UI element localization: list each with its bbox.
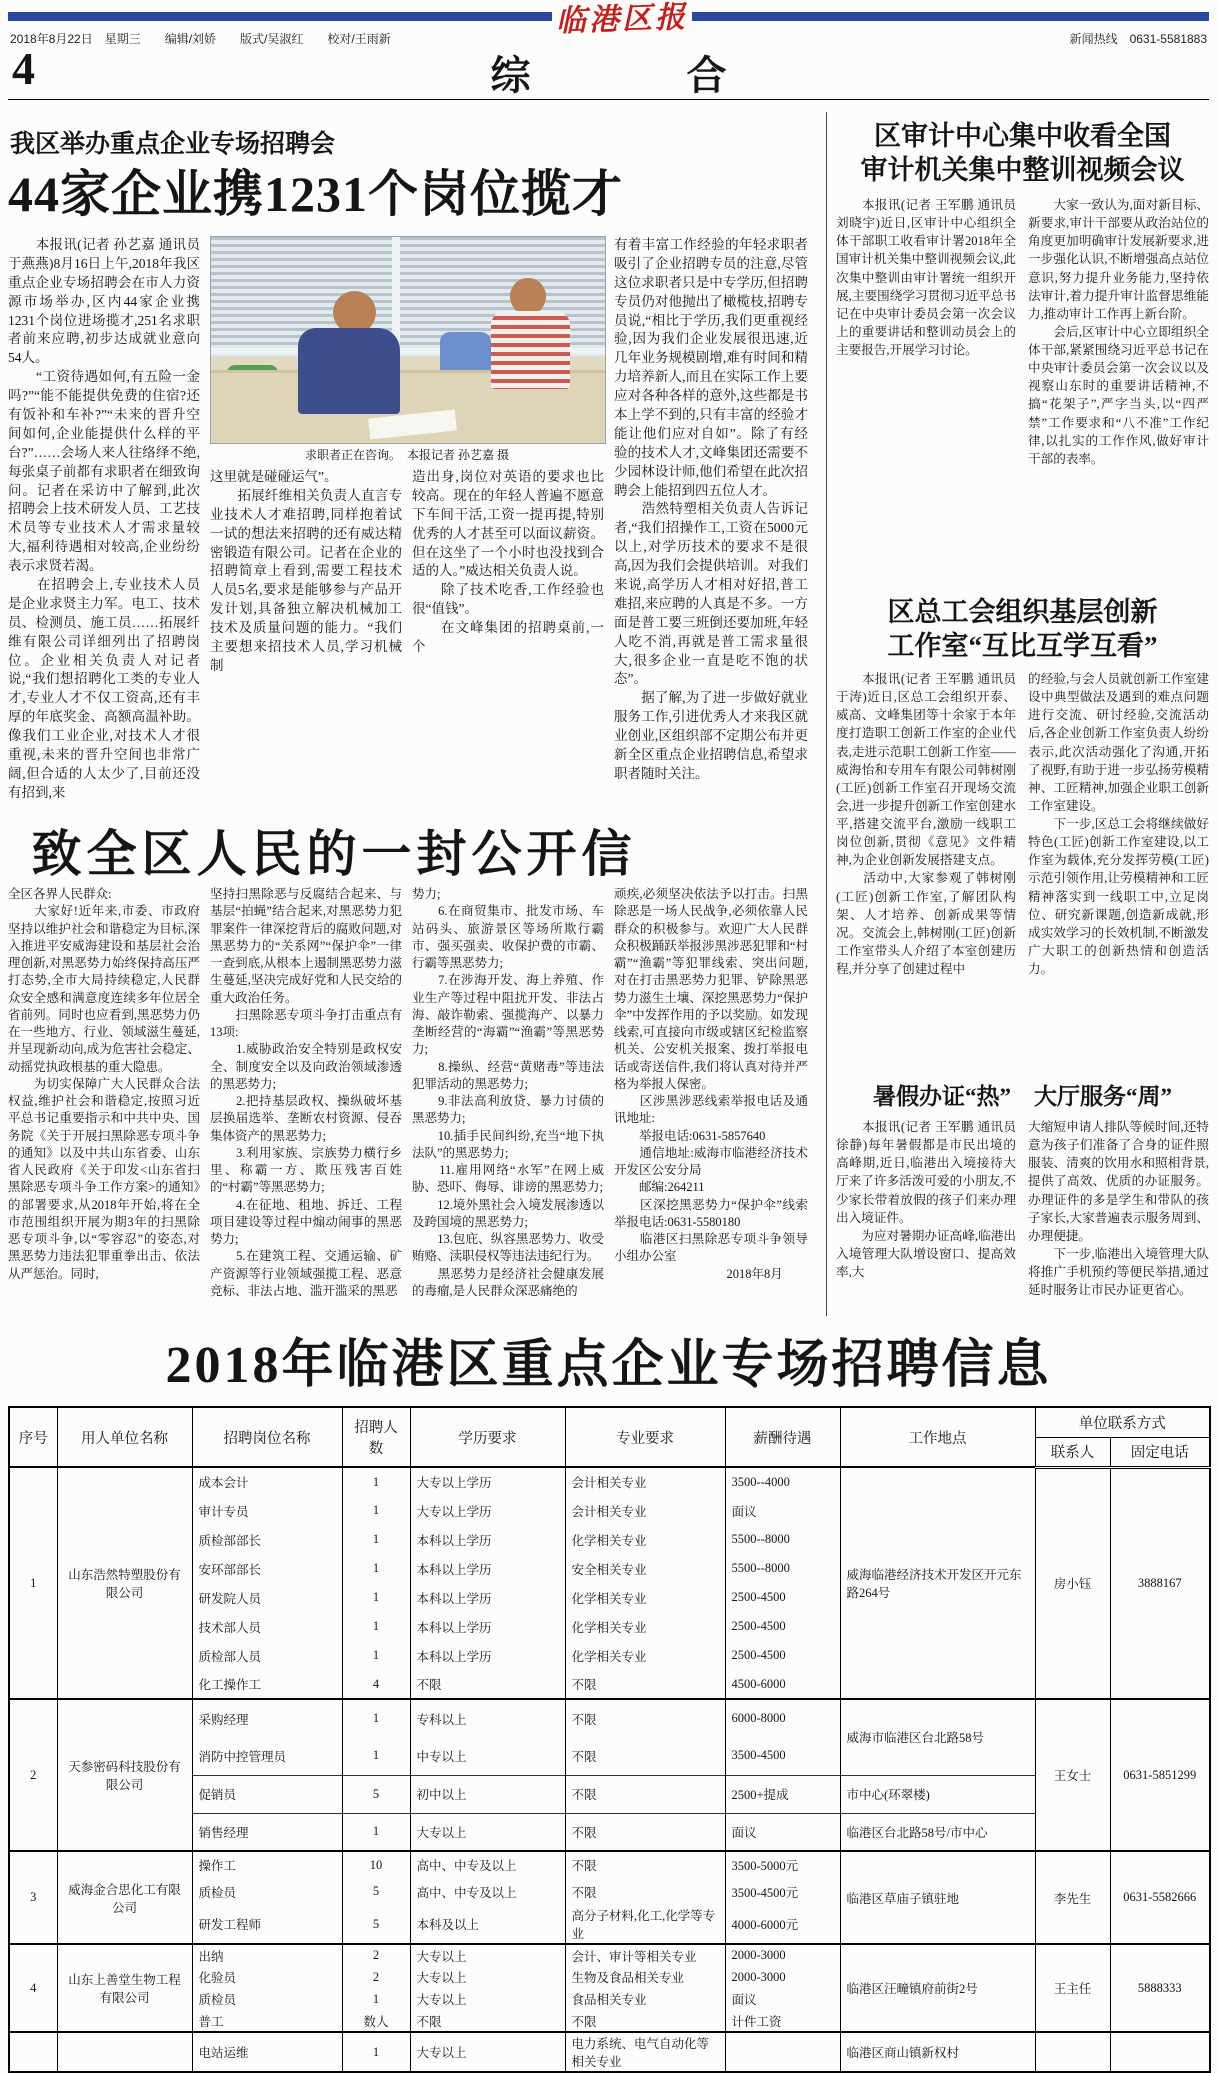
table-cell: 研发工程师 bbox=[192, 1905, 342, 1944]
article-column bbox=[614, 236, 808, 804]
paragraph: 拓展纤维相关负责人直言专业技术人才难招聘,同样抱着试一试的想法来招聘的还有威达精密锻造有限公司。记者在企业的招聘简章上看到,需要工程技术人员5名,要求是能够参与产品开发计划,具备独立解决机械加工技术及质量问题的能力。“我们主要想来招技术人员,学习机械制 bbox=[210, 487, 402, 673]
table-cell: 1 bbox=[342, 1641, 410, 1670]
table-cell: 1 bbox=[342, 1737, 410, 1775]
table-cell: 3500-4500元 bbox=[725, 1878, 840, 1905]
paragraph: 的经验,与会人员就创新工作室建设中典型做法及遇到的难点问题进行交流、研讨经验,交流活动后,各企业创新工作室负责人纷纷表示,此次活动强化了沟通,开拓了视野,有助于进一步弘扬劳模精神、工匠精神,加强企业职工创新工作室建设。 bbox=[1028, 672, 1209, 813]
paragraph: 本报讯(记者 孙艺嘉 通讯员 于燕燕)8月16日上午,2018年我区重点企业专场招聘会在市人力资源市场举办,区内44家企业携1231个岗位进场揽才,251名求职者前来应聘,初步达成就业意向54人。 bbox=[8, 237, 200, 366]
col-header-salary: 薪酬待遇 bbox=[725, 1407, 840, 1467]
table-cell: 临港区台北路58号/市中心 bbox=[840, 1813, 1035, 1851]
table-cell: 大专以上学历 bbox=[410, 1496, 565, 1525]
table-cell: 1 bbox=[342, 1699, 410, 1737]
sidebar-article-2-headline bbox=[836, 596, 1209, 664]
table-cell: 威海市临港区台北路58号 bbox=[840, 1699, 1035, 1775]
table-cell: 5 bbox=[342, 1905, 410, 1944]
table-cell: 审计专员 bbox=[192, 1496, 342, 1525]
paragraph: 为切实保障广大人民群众合法权益,维护社会和谐稳定,按照习近平总书记重要指示和中共中央、国务院《关于开展扫黑除恶专项斗争的通知》以及中共山东省委、山东省人民政府《关于印发<山东省扫黑除恶专项斗争工作方案>的通知》的部署要求,从2018年开始,将在全市范围组织开展为期3年的扫黑除恶专项斗争,以“零容忍”的姿态,对黑恶势力违法犯罪重拳出击、依法从严惩治。同时, bbox=[8, 1076, 200, 1281]
table-cell: 不限 bbox=[565, 1851, 725, 1878]
table-cell: 食品相关专业 bbox=[565, 1988, 725, 2010]
table-cell: 大专以上 bbox=[410, 1813, 565, 1851]
paragraph: 黑恶势力是经济社会健康发展的毒瘤,是人民群众深恶痛绝的 bbox=[412, 1266, 604, 1298]
col-header-education: 学历要求 bbox=[410, 1407, 565, 1467]
paragraph: 10.插手民间纠纷,充当“地下执法队”的黑恶势力; bbox=[412, 1128, 604, 1160]
table-cell: 本科以上学历 bbox=[410, 1612, 565, 1641]
col-header-major: 专业要求 bbox=[565, 1407, 725, 1467]
paragraph: 为应对暑期办证高峰,临港出入境管理大队增设窗口、提高效率,大 bbox=[836, 1228, 1016, 1279]
table-cell: 王女士 bbox=[1035, 1699, 1110, 1851]
table-cell: 5888333 bbox=[1110, 1944, 1210, 2032]
table-cell: 电力系统、电气自动化等相关专业 bbox=[565, 2032, 725, 2072]
header-rule bbox=[8, 99, 1209, 100]
photo-person-left bbox=[298, 328, 400, 415]
table-cell: 不限 bbox=[565, 1775, 725, 1813]
paragraph: 区深挖黑恶势力“保护伞”线索举报电话:0631-5580180 bbox=[614, 1197, 808, 1229]
table-cell: 5500--8000 bbox=[725, 1525, 840, 1554]
col-header-contact: 联系人 bbox=[1035, 1437, 1110, 1467]
table-cell: 临港区草庙子镇驻地 bbox=[840, 1851, 1035, 1944]
col-header-contact-group: 单位联系方式 bbox=[1035, 1407, 1210, 1437]
table-cell: 1 bbox=[342, 1583, 410, 1612]
table-cell: 会计、审计等相关专业 bbox=[565, 1944, 725, 1966]
table-cell: 化学相关专业 bbox=[565, 1583, 725, 1612]
table-cell: 质检员 bbox=[192, 1878, 342, 1905]
table-cell: 高中、中专及以上 bbox=[410, 1851, 565, 1878]
paragraph: 下一步,临港出入境管理大队将推广手机预约等便民举措,通过延时服务让市民办证更省心。 bbox=[1028, 1246, 1209, 1298]
paragraph: 全区各界人民群众: bbox=[8, 887, 112, 901]
table-cell: 本科以上学历 bbox=[410, 1554, 565, 1583]
table-cell: 不限 bbox=[410, 1670, 565, 1699]
table-cell: 中专以上 bbox=[410, 1737, 565, 1775]
headline-line: 工作室“互比互学互看” bbox=[887, 630, 1158, 661]
photo-person-right bbox=[491, 311, 570, 389]
table-cell: 大专以上 bbox=[410, 1988, 565, 2010]
paragraph: 会后,区审计中心立即组织全体干部,紧紧围绕习近平总书记在中央审计委员会第一次会议以及视察山东时的重要讲话精神,不搞“花架子”,严字当头,以“四严禁”工作要求和“八不准”工作纪律,以扎实的工作作风,做好审计干部的表率。 bbox=[1028, 324, 1209, 466]
table-cell: 普工 bbox=[192, 2010, 342, 2032]
table-cell: 初中以上 bbox=[410, 1775, 565, 1813]
paragraph: 区涉黑涉恶线索举报电话及通讯地址: bbox=[614, 1094, 808, 1126]
table-cell: 5 bbox=[342, 1878, 410, 1905]
table-cell: 专科以上 bbox=[410, 1699, 565, 1737]
table-cell: 电站运维 bbox=[192, 2032, 342, 2072]
letter-column bbox=[614, 886, 808, 1314]
headline-line: 审计机关集中整训视频会议 bbox=[860, 154, 1185, 185]
paragraph: 12.境外黑社会入境发展渗透以及跨国境的黑恶势力; bbox=[412, 1197, 604, 1229]
jobs-table-title: 2018年临港区重点企业专场招聘信息 bbox=[165, 1337, 1052, 1394]
col-header-no: 序号 bbox=[9, 1407, 57, 1467]
table-cell: 2500+提成 bbox=[725, 1775, 840, 1813]
table-cell: 2 bbox=[342, 1966, 410, 1988]
paragraph: 2018年8月 bbox=[614, 1266, 783, 1281]
table-cell: 本科以上学历 bbox=[410, 1525, 565, 1554]
paragraph: 3.利用家族、宗族势力横行乡里、称霸一方、欺压残害百姓的“村霸”等黑恶势力; bbox=[210, 1145, 402, 1195]
table-cell: 2000-3000 bbox=[725, 1966, 840, 1988]
paragraph: 临港区扫黑除恶专项斗争领导小组办公室 bbox=[614, 1232, 808, 1264]
table-cell: 本科以上学历 bbox=[410, 1641, 565, 1670]
table-cell: 化学相关专业 bbox=[565, 1641, 725, 1670]
paragraph: 活动中,大家参观了韩树刚(工匠)创新工作室,了解团队构架、人才培养、创新成果等情况。交流会上,韩树刚(工匠)创新工作室带头人介绍了本室创建历程,并分享了创建过程中 bbox=[836, 871, 1016, 976]
photo-person-right-head bbox=[510, 278, 545, 315]
table-cell: 4 bbox=[9, 1944, 57, 2032]
paragraph: 势力; bbox=[412, 887, 441, 901]
table-cell: 山东浩然特塑股份有限公司 bbox=[57, 1467, 192, 1699]
table-cell: 会计相关专业 bbox=[565, 1496, 725, 1525]
table-cell: 3500-4500 bbox=[725, 1737, 840, 1775]
hotline: 新闻热线 0631-5581883 bbox=[1069, 32, 1207, 46]
paragraph: 11.雇用网络“水军”在网上威胁、恐吓、侮辱、诽谤的黑恶势力; bbox=[412, 1163, 604, 1195]
table-cell: 3 bbox=[9, 1851, 57, 1944]
table-cell: 会计相关专业 bbox=[565, 1467, 725, 1496]
table-cell: 化学相关专业 bbox=[565, 1612, 725, 1641]
table-cell: 2 bbox=[342, 1944, 410, 1966]
table-cell: 数人 bbox=[342, 2010, 410, 2032]
table-cell: 不限 bbox=[565, 1878, 725, 1905]
main-headline: 44家企业携1231个岗位揽才 bbox=[8, 166, 623, 222]
table-cell: 1 bbox=[342, 2032, 410, 2072]
headline-line: 区总工会组织基层创新 bbox=[887, 597, 1158, 627]
table-cell: 1 bbox=[9, 1467, 57, 1699]
paragraph: 在招聘会上,专业技术人员是企业求贤主力军。电工、技术员、检测员、施工员……拓展纤维有限公司详细列出了招聘岗位。企业相关负责人对记者说,“我们想招聘化工类的专业人才,专业人才不仅工资高,还有丰厚的年底奖金、高额高温补助。像我们工业企业,对技术人才很重视,未来的晋升空间也非常广阔,但合适的人太少了,目前还没有招到,来 bbox=[8, 577, 200, 800]
table-cell: 大专以上学历 bbox=[410, 1467, 565, 1496]
table-cell: 6000-8000 bbox=[725, 1699, 840, 1737]
news-photo bbox=[210, 236, 606, 444]
paragraph: 本报讯(记者 王军鹏 通讯员 刘晓宇)近日,区审计中心组织全体干部职工收看审计署2018年全国审计机关集中整训视频会议,此次集中整训由审计署统一组织开展,主要围绕学习贯彻习近平总书记在中央审计委员会第一次会议上的重要讲话和整训动员会上的主要报告,开展学习讨论。 bbox=[836, 198, 1016, 357]
paragraph: 有着丰富工作经验的年轻求职者吸引了企业招聘专员的注意,尽管这位求职者只是中专学历,但招聘专员仍对他抛出了橄榄枝,招聘专员说,“相比于学历,我们更重视经验,因为我们企业发展很迅速,近几年业务规模剧增,难有时间和精力培养新人,而且在实际工作上要应对各种各样的意外,这些都是书本上学不到的,只有丰富的经验才能让他们应对自如”。除了有经验的技术人才,文峰集团还需要不少园林设计师,他们希望在此次招聘会上能招到四五位人才。 bbox=[614, 237, 808, 498]
col-header-company: 用人单位名称 bbox=[57, 1407, 192, 1467]
table-cell: 3888167 bbox=[1110, 1467, 1210, 1699]
table-cell: 威海临港经济技术开发区开元东路264号 bbox=[840, 1467, 1035, 1699]
paragraph: 举报电话:0631-5857640 bbox=[614, 1128, 766, 1143]
jobs-table bbox=[8, 1406, 1211, 2073]
table-cell: 安全相关专业 bbox=[565, 1554, 725, 1583]
paragraph: 1.威胁政治安全特别是政权安全、制度安全以及向政治领域渗透的黑恶势力; bbox=[210, 1042, 402, 1091]
paragraph: 6.在商贸集市、批发市场、车站码头、旅游景区等场所欺行霸市、强买强卖、收保护费的市霸、行霸等黑恶势力; bbox=[412, 904, 604, 970]
page-number: 4 bbox=[12, 43, 35, 94]
article-column bbox=[412, 468, 604, 804]
paragraph: 这里就是碰碰运气”。 bbox=[210, 469, 338, 484]
paragraph: 本报讯(记者 王军鹏 通讯员 于涛)近日,区总工会组织开泰、威高、文峰集团等十余家于本年度打造职工创新工作室的企业代表,走进示范职工创新工作室——威海怡和专用车有限公司韩树刚(工匠)创新工作室召开现场交流会,进一步提升创新工作室创建水平,搭建交流平台,激励一线职工岗位创新,贯彻《意见》文件精神,为企业创新发展搭建支点。 bbox=[836, 672, 1016, 868]
paragraph: 扫黑除恶专项斗争打击重点有13项: bbox=[210, 1007, 402, 1039]
table-cell: 大专以上 bbox=[410, 1944, 565, 1966]
table-cell: 0631-5851299 bbox=[1110, 1699, 1210, 1851]
table-cell: 不限 bbox=[565, 1737, 725, 1775]
table-cell: 0631-5582666 bbox=[1110, 1851, 1210, 1944]
table-cell: 质检员 bbox=[192, 1988, 342, 2010]
table-cell: 3500-5000元 bbox=[725, 1851, 840, 1878]
paragraph: 造出身,岗位对英语的要求也比较高。现在的年轻人普遍不愿意下车间干活,工资一提再提,特别优秀的人才甚至可以面议薪资。但在这坐了一个小时也没找到合适的人。”威达相关负责人说。 bbox=[412, 469, 604, 579]
table-cell: 1 bbox=[342, 1525, 410, 1554]
table-row bbox=[9, 1944, 1210, 1966]
table-cell bbox=[9, 2032, 57, 2072]
sidebar-column bbox=[1028, 1118, 1209, 1316]
table-cell: 成本会计 bbox=[192, 1467, 342, 1496]
col-header-phone: 固定电话 bbox=[1110, 1437, 1210, 1467]
table-cell: 技术部人员 bbox=[192, 1612, 342, 1641]
table-cell: 王主任 bbox=[1035, 1944, 1110, 2032]
table-cell: 山东上善堂生物工程有限公司 bbox=[57, 1944, 192, 2032]
table-cell: 2500-4500 bbox=[725, 1641, 840, 1670]
article-column bbox=[8, 236, 200, 804]
table-cell: 不限 bbox=[410, 2010, 565, 2032]
table-row bbox=[9, 2032, 1210, 2072]
paragraph: 浩然特塑相关负责人告诉记者,“我们招操作工,工资在5000元以上,对学历技术的要求不是很高,因为我们会提供培训。对我们来说,高学历人才相对好招,普工难招,来应聘的人真是不多。一方面是普工要三班倒还要加班,年轻人吃不消,再就是普工需求量很大,很多企业一直是吃不饱的状态”。 bbox=[614, 501, 808, 687]
sidebar-column bbox=[836, 196, 1016, 526]
table-cell: 本科及以上 bbox=[410, 1905, 565, 1944]
paragraph: 7.在涉海开发、海上养殖、作业生产等过程中阻扰开发、非法占海、敲诈勒索、强揽海产、以暴力垄断经营的“海霸”“渔霸”等黑恶势力; bbox=[412, 973, 604, 1057]
table-cell: 计件工资 bbox=[725, 2010, 840, 2032]
sidebar-article-3-headline: 暑假办证“热” 大厅服务“周” bbox=[873, 1084, 1172, 1109]
section-title: 综 合 bbox=[490, 54, 785, 98]
date-line: 2018年8月22日 星期三 编辑/刘娇 版式/吴淑红 校对/王雨新 bbox=[10, 32, 391, 46]
paragraph: 除了技术吃香,工作经验也很“值钱”。 bbox=[412, 582, 604, 617]
table-cell: 1 bbox=[342, 1813, 410, 1851]
col-header-position: 招聘岗位名称 bbox=[192, 1407, 342, 1467]
paragraph: 4.在征地、租地、拆迁、工程项目建设等过程中煽动闹事的黑恶势力; bbox=[210, 1197, 402, 1246]
photo-caption: 求职者正在咨询。 本报记者 孙艺嘉 摄 bbox=[304, 448, 509, 462]
table-cell: 4 bbox=[342, 1670, 410, 1699]
table-cell: 大专以上 bbox=[410, 1966, 565, 1988]
table-row bbox=[9, 1851, 1210, 1878]
paragraph: 下一步,区总工会将继续做好特色(工匠)创新工作室建设,以工作室为载体,充分发挥劳模(工匠)示范引领作用,让劳模精神和工匠精神落实到一线职工中,立足岗位、研究新课题,创造新成就,形成实效学习的长效机制,不断激发广大职工的创新热情和创造活力。 bbox=[1028, 817, 1209, 976]
article-column bbox=[210, 468, 402, 804]
paragraph: 大家一致认为,面对新目标、新要求,审计干部要从政治站位的角度更加明确审计发展新要求,进一步强化认识,不断增强高点站位意识,努力提升业务能力,坚持依法审计,着力提升审计监督思维能力,推动审计工作再上新台阶。 bbox=[1028, 198, 1209, 321]
table-row bbox=[9, 1467, 1210, 1496]
table-cell: 采购经理 bbox=[192, 1699, 342, 1737]
table-cell: 4500-6000 bbox=[725, 1670, 840, 1699]
paragraph: 据了解,为了进一步做好就业服务工作,引进优秀人才来我区就业创业,区组织部不定期公布并更新全区重点企业招聘信息,希望求职者随时关注。 bbox=[614, 690, 808, 781]
headline-line: 区审计中心集中收看全国 bbox=[874, 121, 1171, 151]
column-divider bbox=[826, 112, 827, 1316]
table-cell: 研发院人员 bbox=[192, 1583, 342, 1612]
col-header-location: 工作地点 bbox=[840, 1407, 1035, 1467]
table-cell: 化学相关专业 bbox=[565, 1525, 725, 1554]
jobs-table-wrap bbox=[8, 1406, 1211, 2073]
table-cell: 高中、中专及以上 bbox=[410, 1878, 565, 1905]
table-cell: 1 bbox=[342, 1612, 410, 1641]
table-cell bbox=[57, 2032, 192, 2072]
paragraph: 通信地址:威海市临港经济技术开发区公安分局 bbox=[614, 1145, 808, 1177]
table-cell: 5500--8000 bbox=[725, 1554, 840, 1583]
letter-headline: 致全区人民的一封公开信 bbox=[31, 826, 637, 882]
paragraph: 大家好!近年来,市委、市政府坚持以维护社会和谐稳定为目标,深入推进平安威海建设和基层社会治理创新,对黑恶势力始终保持高压严打态势,全市大局持续稳定,人民群众安全感和满意度连续多年位居全省前列。同时也应看到,黑恶势力仍在一些地方、行业、领域滋生蔓延,并呈现新动向,成为危害社会稳定、动摇党执政根基的重大隐患。 bbox=[8, 904, 200, 1074]
table-cell: 李先生 bbox=[1035, 1851, 1110, 1944]
paragraph: 13.包庇、纵容黑恶势力、收受贿赂、渎职侵权等违法违纪行为。 bbox=[412, 1232, 604, 1264]
table-cell: 消防中控管理员 bbox=[192, 1737, 342, 1775]
table-cell: 1 bbox=[342, 1496, 410, 1525]
table-cell: 10 bbox=[342, 1851, 410, 1878]
table-cell bbox=[1110, 2032, 1210, 2072]
table-cell: 2000-3000 bbox=[725, 1944, 840, 1966]
sidebar-article-1-headline bbox=[836, 120, 1209, 188]
table-cell: 质检部人员 bbox=[192, 1641, 342, 1670]
paragraph: 5.在建筑工程、交通运输、矿产资源等行业领域强揽工程、恶意竞标、非法占地、滥开滥采的黑恶 bbox=[210, 1249, 402, 1298]
table-cell: 1 bbox=[342, 1554, 410, 1583]
table-cell: 本科以上学历 bbox=[410, 1583, 565, 1612]
table-cell: 大专以上 bbox=[410, 2032, 565, 2072]
table-cell: 面议 bbox=[725, 1496, 840, 1525]
sidebar-column bbox=[1028, 196, 1209, 526]
table-cell: 1 bbox=[342, 1988, 410, 2010]
table-cell: 房小钰 bbox=[1035, 1467, 1110, 1699]
table-cell: 3500--4000 bbox=[725, 1467, 840, 1496]
table-cell: 化验员 bbox=[192, 1966, 342, 1988]
sidebar-column bbox=[836, 670, 1016, 1062]
table-cell: 5 bbox=[342, 1775, 410, 1813]
table-cell: 4000-6000元 bbox=[725, 1905, 840, 1944]
table-cell: 高分子材料,化工,化学等专业 bbox=[565, 1905, 725, 1944]
table-cell: 临港区商山镇新权村 bbox=[840, 2032, 1035, 2072]
table-cell: 不限 bbox=[565, 2010, 725, 2032]
table-cell: 质检部部长 bbox=[192, 1525, 342, 1554]
paragraph: 8.操纵、经营“黄赌毒”等违法犯罪活动的黑恶势力; bbox=[412, 1059, 604, 1091]
table-cell: 不限 bbox=[565, 1813, 725, 1851]
table-row bbox=[9, 1699, 1210, 1737]
letter-column bbox=[412, 886, 604, 1314]
letter-column bbox=[8, 886, 200, 1314]
table-cell: 促销员 bbox=[192, 1775, 342, 1813]
table-cell: 天参密码科技股份有限公司 bbox=[57, 1699, 192, 1851]
paragraph: 2.把持基层政权、操纵破坏基层换届选举、垄断农村资源、侵吞集体资产的黑恶势力; bbox=[210, 1094, 402, 1143]
table-cell: 2 bbox=[9, 1699, 57, 1851]
table-cell: 2500-4500 bbox=[725, 1612, 840, 1641]
paragraph: 大缩短申请人排队等候时间,还特意为孩子们准备了合身的证件照服装、清爽的饮用水和照相背景,提供了高效、优质的办证服务。办理证件的多是学生和带队的孩子家长,大家普遍表示服务周到、办理便捷。 bbox=[1028, 1120, 1209, 1243]
table-cell: 面议 bbox=[725, 1988, 840, 2010]
sidebar-column bbox=[1028, 670, 1209, 1062]
table-cell bbox=[1035, 2032, 1110, 2072]
paragraph: 坚持扫黑除恶与反腐结合起来、与基层“拍蝇”结合起来,对黑恶势力犯罪案件一律深挖背后的腐败问题,对黑恶势力的“关系网”“保护伞”一律一查到底,从根本上遏制黑恶势力滋生蔓延,坚决完成好党和人民交给的重大政治任务。 bbox=[210, 887, 402, 1005]
table-cell: 化工操作工 bbox=[192, 1670, 342, 1699]
table-cell: 2500-4500 bbox=[725, 1583, 840, 1612]
paragraph: 顽疾,必须坚决依法予以打击。扫黑除恶是一场人民战争,必须依靠人民群众的积极参与。欢迎广大人民群众积极踊跃举报涉黑涉恶犯罪和“村霸”“渔霸”等犯罪线索、突出问题,对在打击黑恶势力犯罪、铲除黑恶势力滋生土壤、深挖黑恶势力“保护伞”中发挥作用的予以奖励。如发现线索,可直接向市级或辖区纪检监察机关、公安机关报案、拨打举报电话或寄送信件,我们将认真对待并严格为举报人保密。 bbox=[614, 887, 808, 1091]
table-cell: 不限 bbox=[565, 1699, 725, 1737]
col-header-count: 招聘人数 bbox=[342, 1407, 410, 1467]
paragraph: 邮编:264211 bbox=[614, 1180, 705, 1195]
table-cell: 生物及食品相关专业 bbox=[565, 1966, 725, 1988]
table-cell: 不限 bbox=[565, 1670, 725, 1699]
paragraph: 在文峰集团的招聘桌前,一个 bbox=[412, 620, 604, 655]
table-cell: 安环部部长 bbox=[192, 1554, 342, 1583]
table-cell: 临港区汪疃镇府前街2号 bbox=[840, 1944, 1035, 2032]
paragraph: 本报讯(记者 王军鹏 通讯员 徐静)每年暑假都是市民出境的高峰期,近日,临港出入境接待大厅来了许多活泼可爱的小朋友,不少家长带着放假的孩子们来办理出入境证件。 bbox=[836, 1120, 1016, 1225]
table-cell: 出纳 bbox=[192, 1944, 342, 1966]
letter-column bbox=[210, 886, 402, 1314]
paragraph: 9.非法高利放贷、暴力讨债的黑恶势力; bbox=[412, 1094, 604, 1126]
sidebar-column bbox=[836, 1118, 1016, 1316]
table-cell bbox=[725, 2032, 840, 2072]
paragraph: “工资待遇如何,有五险一金吗?”“能不能提供免费的住宿?还有饭补和车补?”“未来的晋升空间如何,企业能提供什么样的平台?”……会场人来人往络绎不绝,每张桌子前都有求职者在细致询问。记者在采访中了解到,此次招聘会上技术研发人员、工艺技术员等专业技术人才需求量较大,福利待遇相对较高,企业纷纷表示求贤若渴。 bbox=[8, 369, 200, 574]
masthead-logo-box bbox=[552, 0, 692, 40]
masthead-logo: 临港区报 bbox=[555, 0, 689, 39]
table-cell: 面议 bbox=[725, 1813, 840, 1851]
table-cell: 威海金合思化工有限公司 bbox=[57, 1851, 192, 1944]
table-cell: 1 bbox=[342, 1467, 410, 1496]
table-cell: 销售经理 bbox=[192, 1813, 342, 1851]
table-cell: 市中心(环翠楼) bbox=[840, 1775, 1035, 1813]
article-kicker: 我区举办重点企业专场招聘会 bbox=[10, 130, 336, 158]
table-cell: 操作工 bbox=[192, 1851, 342, 1878]
